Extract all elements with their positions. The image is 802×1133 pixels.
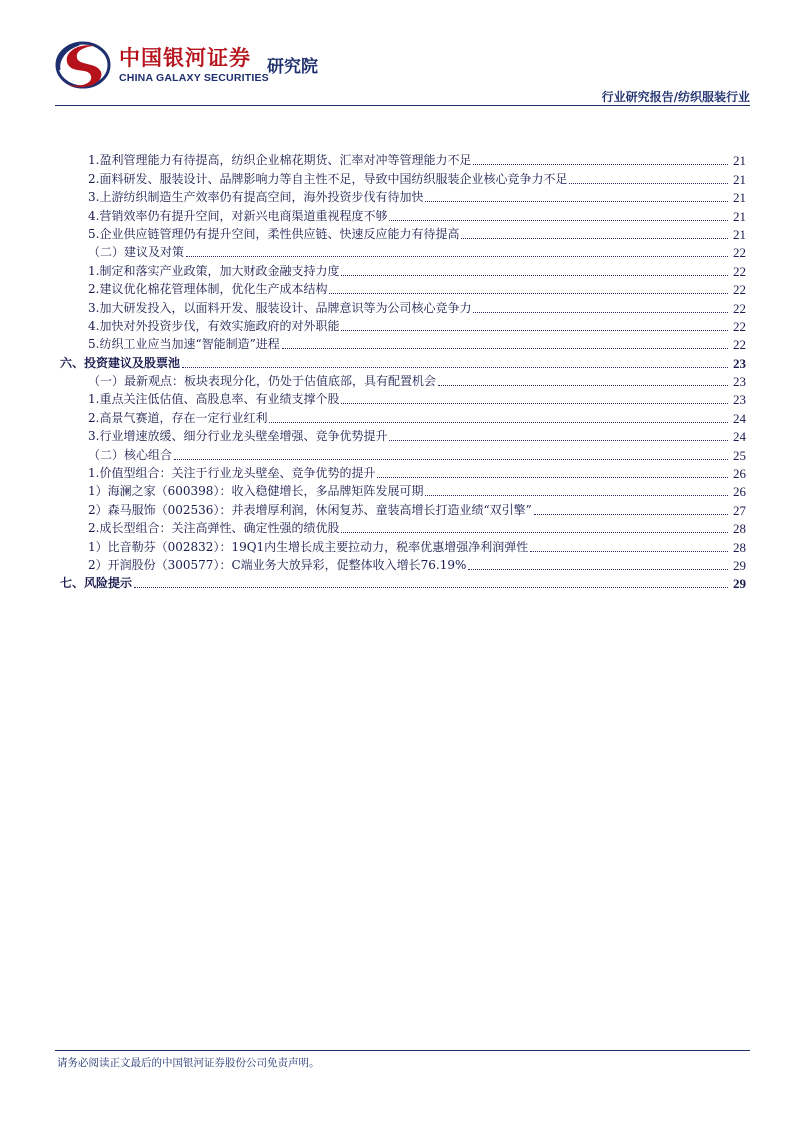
brand-name-cn: 中国银河证券	[119, 46, 251, 70]
toc-entry[interactable]	[60, 555, 746, 573]
toc-entry-page: 21	[733, 226, 746, 242]
toc-entry-page: 23	[733, 355, 746, 371]
toc-entry-title: 七、风险提示	[60, 576, 133, 591]
toc-entry[interactable]	[60, 279, 746, 297]
toc-entry-title: 2.建议优化棉花管理体制，优化生产成本结构	[88, 282, 328, 297]
toc-entry-title: 5.企业供应链管理仍有提升空间，柔性供应链、快速反应能力有待提高	[88, 226, 460, 241]
toc-entry[interactable]	[60, 168, 746, 186]
toc-leader-dots	[425, 201, 728, 202]
toc-entry-page: 22	[733, 245, 746, 261]
toc-entry[interactable]	[60, 426, 746, 444]
toc-entry[interactable]	[60, 389, 746, 407]
toc-entry-page: 24	[733, 429, 746, 445]
toc-entry-title: （二）核心组合	[88, 447, 173, 462]
toc-leader-dots	[461, 238, 728, 239]
toc-entry[interactable]	[60, 481, 746, 499]
toc-entry-page: 22	[733, 300, 746, 316]
toc-entry-page: 23	[733, 374, 746, 390]
toc-entry-title: 1）比音勒芬（002832）：19Q1内生增长成主要拉动力，税率优惠增强净利润弹性	[88, 539, 529, 554]
toc-entry[interactable]	[60, 260, 746, 278]
toc-entry-title: 1）海澜之家（600398）：收入稳健增长，多品牌矩阵发展可期	[88, 484, 424, 499]
toc-entry[interactable]	[60, 352, 746, 370]
toc-entry[interactable]	[60, 334, 746, 352]
table-of-contents	[60, 150, 746, 591]
toc-leader-dots	[282, 348, 728, 349]
toc-entry-title: 1.盈利管理能力有待提高，纺织企业棉花期货、汇率对冲等管理能力不足	[88, 153, 472, 168]
toc-entry[interactable]	[60, 297, 746, 315]
toc-leader-dots	[530, 551, 728, 552]
toc-leader-dots	[473, 312, 728, 313]
toc-leader-dots	[182, 367, 728, 368]
toc-entry[interactable]	[60, 444, 746, 462]
toc-entry[interactable]	[60, 316, 746, 334]
toc-entry[interactable]	[60, 407, 746, 425]
toc-leader-dots	[389, 440, 728, 441]
toc-leader-dots	[377, 477, 728, 478]
toc-entry-page: 29	[733, 557, 746, 573]
toc-entry-title: （一）最新观点：板块表现分化，仍处于估值底部，具有配置机会	[88, 374, 437, 389]
toc-entry-page: 24	[733, 410, 746, 426]
toc-leader-dots	[534, 514, 728, 515]
toc-entry[interactable]	[60, 573, 746, 591]
report-type-label: 行业研究报告/纺织服装行业	[601, 90, 750, 104]
toc-entry[interactable]	[60, 205, 746, 223]
toc-leader-dots	[269, 422, 728, 423]
toc-entry-title: （二）建议及对策	[88, 245, 185, 260]
toc-entry[interactable]	[60, 371, 746, 389]
toc-entry-page: 21	[733, 190, 746, 206]
toc-entry-title: 2）森马服饰（002536）：并表增厚利润，休闲复苏、童装高增长打造业绩“双引擎”	[88, 502, 532, 517]
toc-entry-page: 21	[733, 153, 746, 169]
toc-entry-title: 1.价值型组合：关注于行业龙头壁垒、竞争优势的提升	[88, 466, 376, 481]
toc-leader-dots	[341, 330, 728, 331]
toc-entry-page: 26	[733, 484, 746, 500]
toc-entry[interactable]	[60, 187, 746, 205]
toc-entry[interactable]	[60, 242, 746, 260]
toc-entry-page: 21	[733, 208, 746, 224]
toc-entry[interactable]	[60, 499, 746, 517]
toc-entry-page: 21	[733, 171, 746, 187]
toc-entry-page: 23	[733, 392, 746, 408]
toc-entry-page: 28	[733, 521, 746, 537]
toc-entry-title: 2.成长型组合：关注高弹性、确定性强的绩优股	[88, 521, 340, 536]
toc-entry[interactable]	[60, 224, 746, 242]
toc-entry-title: 1.制定和落实产业政策，加大财政金融支持力度	[88, 263, 340, 278]
toc-entry[interactable]	[60, 463, 746, 481]
toc-entry-title: 4.营销效率仍有提升空间，对新兴电商渠道重视程度不够	[88, 208, 388, 223]
toc-entry-page: 27	[733, 502, 746, 518]
toc-leader-dots	[341, 532, 728, 533]
toc-entry-title: 3.行业增速放缓、细分行业龙头壁垒增强、竞争优势提升	[88, 429, 388, 444]
toc-entry-page: 22	[733, 337, 746, 353]
toc-entry-title: 3.上游纺织制造生产效率仍有提高空间，海外投资步伐有待加快	[88, 190, 424, 205]
header-divider	[55, 105, 750, 106]
toc-entry-page: 29	[733, 576, 746, 592]
toc-entry-title: 1.重点关注低估值、高股息率、有业绩支撑个股	[88, 392, 340, 407]
toc-entry-title: 2）开润股份（300577）：C端业务大放异彩，促整体收入增长76.19%	[88, 557, 467, 572]
toc-entry-title: 六、投资建议及股票池	[60, 355, 181, 370]
brand-name-en: CHINA GALAXY SECURITIES	[119, 72, 269, 84]
toc-entry-page: 28	[733, 539, 746, 555]
institute-label: 研究院	[267, 57, 318, 77]
toc-entry[interactable]	[60, 536, 746, 554]
toc-leader-dots	[389, 220, 728, 221]
toc-leader-dots	[329, 293, 728, 294]
toc-entry-title: 4.加快对外投资步伐，有效实施政府的对外职能	[88, 318, 340, 333]
toc-entry-page: 22	[733, 263, 746, 279]
toc-leader-dots	[134, 587, 728, 588]
toc-leader-dots	[425, 495, 728, 496]
toc-leader-dots	[186, 256, 728, 257]
galaxy-logo-icon	[55, 40, 111, 90]
toc-entry[interactable]	[60, 518, 746, 536]
toc-leader-dots	[468, 569, 728, 570]
toc-leader-dots	[473, 164, 728, 165]
footer-divider	[55, 1050, 750, 1051]
toc-entry-page: 26	[733, 466, 746, 482]
toc-entry[interactable]	[60, 150, 746, 168]
toc-entry-title: 2.高景气赛道，存在一定行业红利	[88, 410, 268, 425]
toc-leader-dots	[341, 275, 728, 276]
toc-entry-title: 3.加大研发投入，以面料开发、服装设计、品牌意识等为公司核心竞争力	[88, 300, 472, 315]
toc-entry-page: 22	[733, 282, 746, 298]
toc-leader-dots	[174, 459, 728, 460]
toc-entry-title: 5.纺织工业应当加速“智能制造”进程	[88, 337, 280, 352]
toc-leader-dots	[438, 385, 728, 386]
toc-entry-page: 25	[733, 447, 746, 463]
toc-leader-dots	[569, 183, 728, 184]
toc-entry-title: 2.面料研发、服装设计、品牌影响力等自主性不足，导致中国纺织服装企业核心竞争力不足	[88, 171, 568, 186]
toc-leader-dots	[341, 403, 728, 404]
toc-entry-page: 22	[733, 318, 746, 334]
footer-disclaimer: 请务必阅读正文最后的中国银河证券股份公司免责声明。	[57, 1057, 320, 1069]
